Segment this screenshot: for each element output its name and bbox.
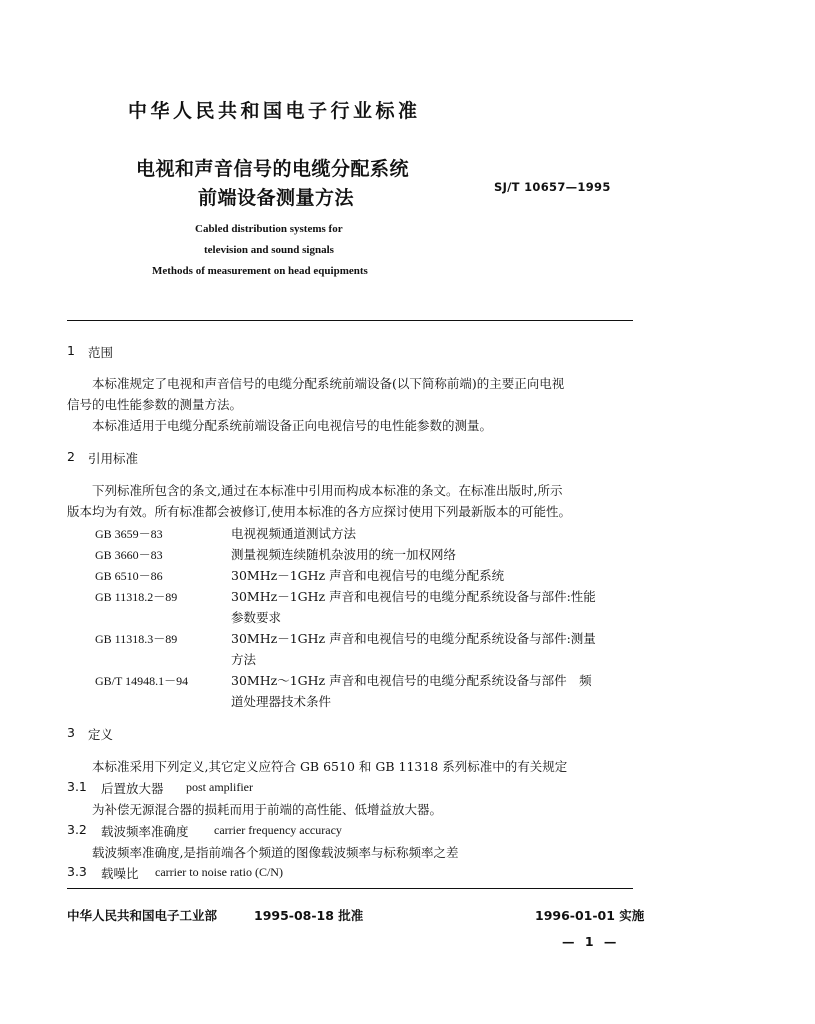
title-cn-line2: 前端设备测量方法 (198, 187, 355, 209)
issuing-body-title: 中华人民共和国电子行业标准 (128, 100, 421, 122)
section-3-intro: 本标准采用下列定义,其它定义应符合 GB 6510 和 GB 11318 系列标准中的有关规定 (92, 759, 568, 774)
definition-term-cn: 后置放大器 (101, 781, 164, 796)
footer-rule (67, 888, 633, 889)
footer-issuer: 中华人民共和国电子工业部 (67, 908, 218, 923)
definition-number: 3.2 (67, 822, 87, 837)
title-en-line3: Methods of measurement on head equipments (152, 265, 368, 277)
title-cn-line1: 电视和声音信号的电缆分配系统 (136, 158, 410, 180)
ref-code: GB 11318.2－89 (95, 590, 178, 604)
title-en-line2: television and sound signals (204, 244, 334, 256)
definition-term-en: post amplifier (186, 780, 253, 794)
definition-number: 3.3 (67, 864, 87, 879)
ref-title-cont: 道处理器技术条件 (231, 694, 332, 709)
ref-code: GB 11318.3－89 (95, 632, 178, 646)
definition-term-en: carrier frequency accuracy (214, 823, 342, 837)
section-2-title: 引用标准 (88, 451, 139, 466)
section-2-para1-line1: 下列标准所包含的条文,通过在本标准中引用而构成本标准的条文。在标准出版时,所示 (92, 483, 563, 498)
section-3-title: 定义 (88, 727, 114, 742)
section-3-number: 3 (67, 725, 75, 740)
header-rule (67, 320, 633, 321)
definition-term-cn: 载噪比 (101, 866, 139, 881)
ref-title-cont: 参数要求 (231, 610, 282, 625)
section-2-para1-line2: 版本均为有效。所有标准都会被修订,使用本标准的各方应探讨使用下列最新版本的可能性。 (67, 504, 571, 519)
standard-number: SJ/T 10657—1995 (494, 180, 611, 194)
ref-title: 测量视频连续随机杂波用的统一加权网络 (231, 547, 457, 562)
ref-code: GB 3659－83 (95, 527, 163, 541)
ref-title: 30MHz～1GHz 声音和电视信号的电缆分配系统设备与部件 频 (231, 673, 592, 688)
ref-title: 30MHz－1GHz 声音和电视信号的电缆分配系统设备与部件:性能 (231, 589, 596, 604)
definition-number: 3.1 (67, 779, 87, 794)
definition-term-en: carrier to noise ratio (C/N) (155, 865, 283, 879)
title-en-line1: Cabled distribution systems for (195, 223, 343, 235)
ref-title: 电视视频通道测试方法 (231, 526, 357, 541)
section-2-number: 2 (67, 449, 75, 464)
section-1-para1-line2: 信号的电性能参数的测量方法。 (67, 397, 243, 412)
footer-effective-date: 1996-01-01 实施 (535, 908, 645, 923)
definition-term-cn: 载波频率准确度 (101, 824, 189, 839)
ref-title-cont: 方法 (231, 652, 257, 667)
ref-code: GB 6510－86 (95, 569, 163, 583)
ref-code: GB 3660－83 (95, 548, 163, 562)
ref-code: GB/T 14948.1－94 (95, 674, 189, 688)
page-number: — 1 — (562, 934, 620, 949)
section-1-number: 1 (67, 343, 75, 358)
ref-title: 30MHz－1GHz 声音和电视信号的电缆分配系统设备与部件:测量 (231, 631, 596, 646)
ref-title: 30MHz－1GHz 声音和电视信号的电缆分配系统 (231, 568, 505, 583)
section-1-title: 范围 (88, 345, 114, 360)
section-1-para1-line1: 本标准规定了电视和声音信号的电缆分配系统前端设备(以下简称前端)的主要正向电视 (92, 376, 565, 391)
section-1-para2: 本标准适用于电缆分配系统前端设备正向电视信号的电性能参数的测量。 (92, 418, 493, 433)
definition-desc: 载波频率准确度,是指前端各个频道的图像载波频率与标称频率之差 (92, 845, 459, 860)
definition-desc: 为补偿无源混合器的损耗而用于前端的高性能、低增益放大器。 (92, 802, 443, 817)
footer-approval-date: 1995-08-18 批准 (254, 908, 364, 923)
